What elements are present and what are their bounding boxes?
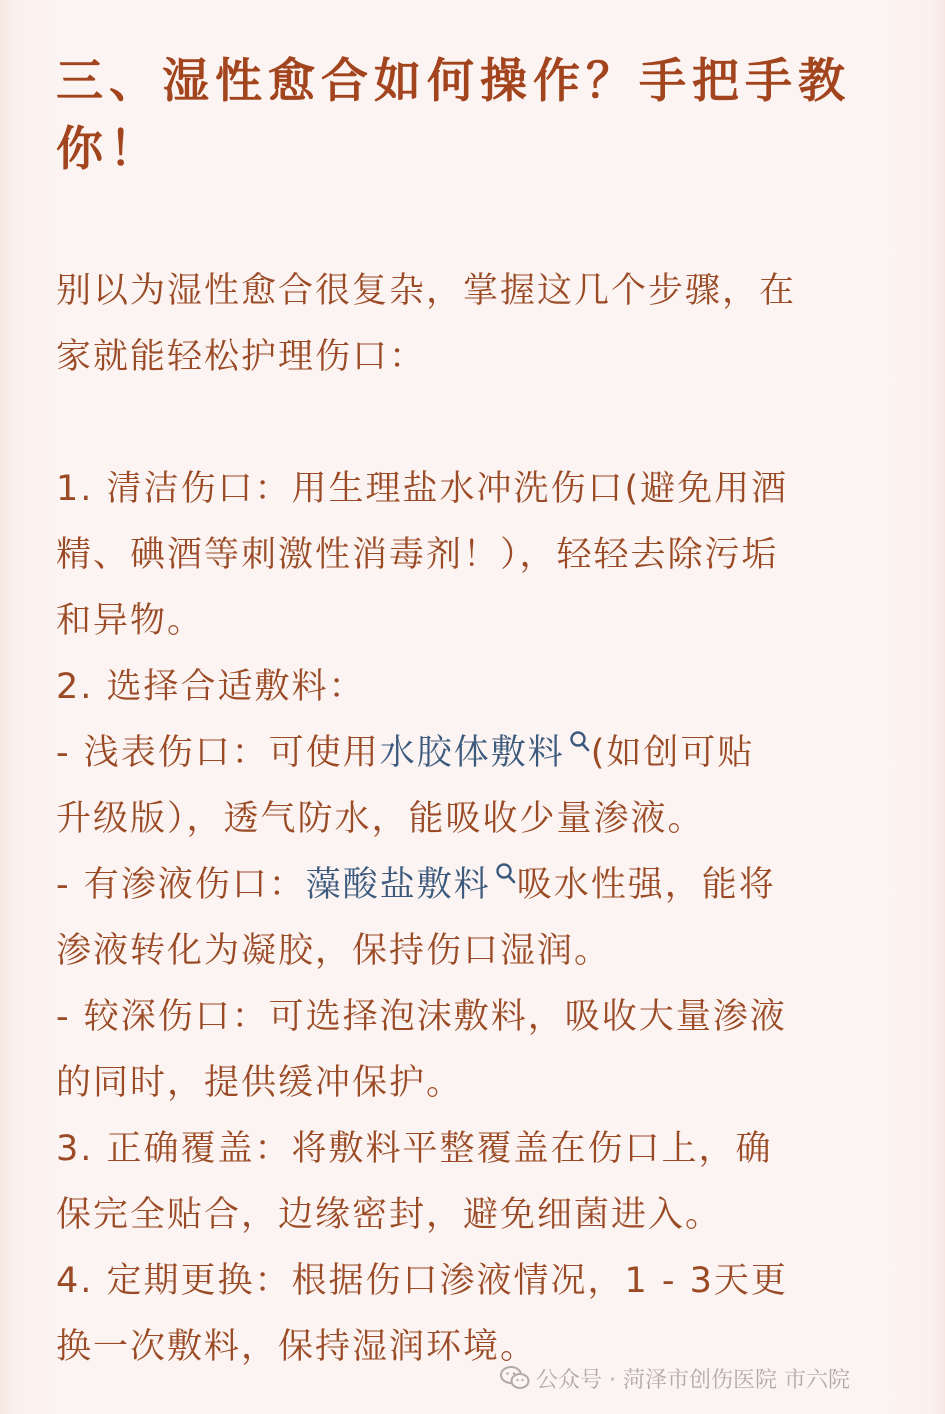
step2-item2-line-2: 渗液转化为凝胶，保持伤口湿润。 <box>56 931 612 971</box>
search-icon[interactable] <box>569 730 591 754</box>
item1-prefix: - 浅表伤口：可使用 <box>56 733 380 773</box>
item1-suffix: (如创可贴 <box>590 733 755 773</box>
step2-item2-line-1 <box>56 860 776 910</box>
item2-prefix: - 有渗液伤口： <box>56 865 306 905</box>
hydrocolloid-dressing-link[interactable]: 水胶体敷料 <box>379 733 565 773</box>
item2-suffix: 吸水性强，能将 <box>516 865 776 905</box>
step3-line-1: 3. 正确覆盖：将敷料平整覆盖在伤口上，确 <box>56 1129 773 1169</box>
intro-line-1: 别以为湿性愈合很复杂，掌握这几个步骤，在 <box>56 271 797 311</box>
step2-title: 2. 选择合适敷料： <box>56 667 366 707</box>
step2-item3-line-1: - 较深伤口：可选择泡沫敷料，吸收大量渗液 <box>56 997 787 1037</box>
alginate-dressing-link[interactable]: 藻酸盐敷料 <box>305 865 491 905</box>
step2-item3-line-2: 的同时，提供缓冲保护。 <box>56 1063 464 1103</box>
section-heading: 三、湿性愈合如何操作？手把手教你！ <box>56 54 851 177</box>
step1-line-1: 1. 清洁伤口：用生理盐水冲洗伤口(避免用酒 <box>56 469 789 509</box>
step1-line-2: 精、碘酒等刺激性消毒剂！），轻轻去除污垢 <box>56 535 779 575</box>
step4-line-1: 4. 定期更换：根据伤口渗液情况，1 - 3天更 <box>56 1261 788 1301</box>
watermark <box>500 1358 850 1398</box>
step2-item1-line-2: 升级版），透气防水，能吸收少量渗液。 <box>56 799 705 839</box>
step2-item1-line-1 <box>56 728 754 778</box>
intro-line-2: 家就能轻松护理伤口： <box>56 337 427 377</box>
watermark-text: 公众号 · 菏泽市创伤医院 市六院 <box>536 1367 850 1393</box>
step3-line-2: 保完全贴合，边缘密封，避免细菌进入。 <box>56 1195 723 1235</box>
search-icon[interactable] <box>495 862 517 886</box>
step4-line-2: 换一次敷料，保持湿润环境。 <box>56 1327 538 1367</box>
step1-line-3: 和异物。 <box>56 601 205 641</box>
wechat-icon <box>500 1365 530 1391</box>
